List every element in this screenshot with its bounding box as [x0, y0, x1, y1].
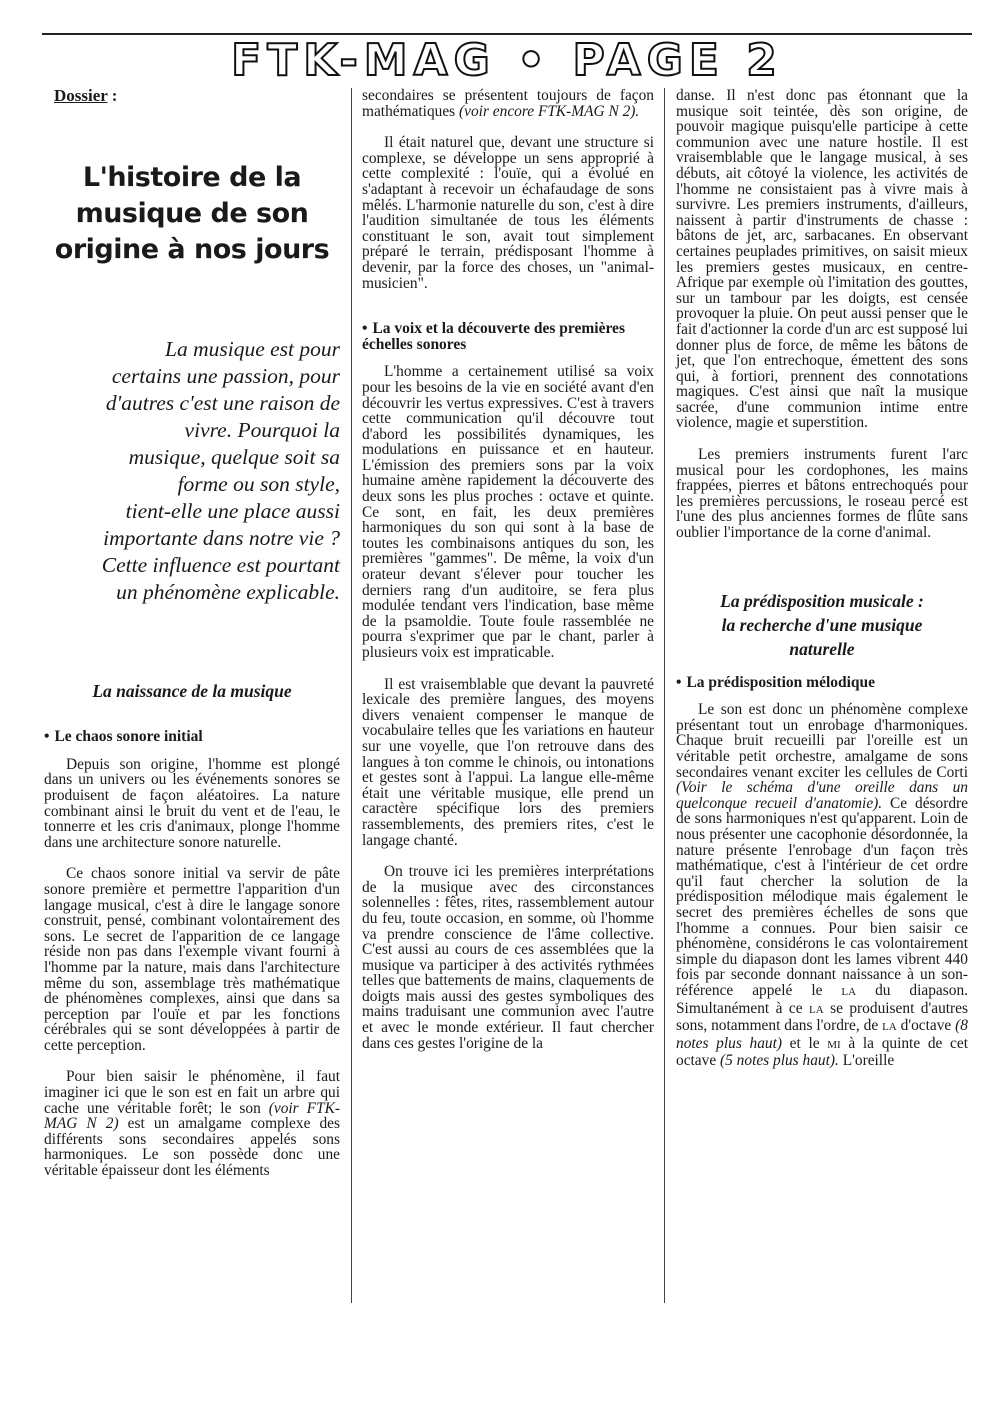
lead-line: vivre. Pourquoi la	[184, 417, 340, 442]
subheading: • La voix et la découverte des premières échelles sonores	[362, 320, 625, 353]
title-line: musique de son	[75, 197, 309, 229]
lead-line: La musique est pour	[165, 336, 340, 361]
lead-line: d'autres c'est une raison de	[105, 390, 340, 415]
paragraph: Ce chaos sonore initial va servir de pâte sonore première et permettre l'apparition d'un langage musical, c'est à dire le langage sonore construit, pensé, combinant volontairement des sons. Le secret de l'apparition de ce langage réside non pas dans l'exemple vivant fourni à l'homme par la nature, mais dans l'architecture même du son, assemblage très mathématique de phénomènes complexes, ainsi que dans sa perception par l'ouïe et par les fonctions cérébrales qui se sont développées à partir de cette perception.	[44, 865, 340, 1054]
paragraph: Le son est donc un phénomène complexe présentant tout un enrobage d'harmoniques. Chaque bruit recueilli par l'oreille est un véritable petit orchestre, amalgame de sons secondaires venant exciter les cellules de Corti (Voir le schéma d'une oreille dans un quelconque recueil d'anatomie). Ce désordre de sons harmoniques n'est qu'apparent. Loin de nous présenter une cacophonie désordonnée, la nature présente l'enrobage d'un façon très mathématique, c'est à l'intérieur de cet ordre qu'il faut chercher la solution de la prédisposition mélodique mais également le secret des premières échelles de sons que l'homme a connues. Pour bien saisir ce phénomène, considérons le cas volontairement simple du diapason dont les lames vibrent 440 fois par seconde donnant naissance à un son-référence appelé le LA du diapason. Simultanément à ce LA se produisent d'autres sons, notamment dans l'ordre, de LA d'octave (8 notes plus haut) et le MI à la quinte de cet octave (5 notes plus haut). L'oreille	[676, 701, 968, 1070]
subheading: • Le chaos sonore initial	[44, 728, 203, 746]
dossier-label: Dossier	[54, 86, 108, 105]
dossier-colon: :	[107, 86, 118, 105]
section-heading: La naissance de la musique	[92, 680, 292, 701]
column-3	[676, 88, 968, 1069]
masthead	[42, 36, 972, 86]
paragraph: Pour bien saisir le phénomène, il faut imaginer ici que le son est en fait un arbre qui cache une véritable forêt; le son (voir FTK-MAG N 2) est un amalgame complexe des différents sons secondaires appelés sons harmoniques. Le son possède donc une véritable épaisseur dont les éléments	[44, 1068, 341, 1180]
paragraph: secondaires se présentent toujours de façon mathématiques (voir encore FTK-MAG N 2).	[362, 87, 654, 120]
title-line: L'histoire de la	[82, 161, 302, 193]
dossier-heading	[44, 88, 340, 105]
paragraph: Il était naturel que, devant une structure si complexe, se développe un sens approprié à cette complexité : l'ouïe, qui a évolué en s'adaptant à recevoir un échafaudage de sons mêlés. L'harmonie naturelle du son, c'est à dire l'audition simultanée de tous les éléments constituant le son, avait tout simplement préparé le terrain, prédisposant l'homme à devenir, par la force des choses, un "animal-musicien".	[362, 134, 654, 292]
column-2	[362, 88, 654, 1051]
lead-line: forme ou son style,	[177, 471, 340, 496]
article-lead	[44, 336, 340, 606]
masthead-title: FTK-MAG • PAGE 2	[231, 35, 783, 86]
paragraph: On trouve ici les premières interprétations de la musique avec des circonstances solennelles : fêtes, rites, rassemblement autour du feu, toute occasion, en somme, où l'homme va prendre conscience de l'âme collective. C'est aussi au cours de ces assemblées que la musique va participer à des activités rythmées telles que battements de mains, claquements de doigts mais aussi des gestes symboliques des mains traduisant une communion avec l'autre et avec le monde extérieur. Il faut chercher dans ces gestes l'origine de la	[362, 863, 654, 1052]
paragraph: L'homme a certainement utilisé sa voix pour les besoins de la vie en société avant d'en découvrir les vertus expressives. C'est à travers cette communication qu'il découvre tout d'abord les possibilités dynamiques, les modulations en puissance et en hauteur. L'émission des premiers sons par la voix humaine amène rapidement la découverte des deux sons les plus proches : octave et quinte. Ce sont, en fait, les deux premières harmoniques du son qui sont à la base de toutes les combinaisons antiques du son, les premières "gammes". De même, la voix d'un orateur devant s'élever pour toucher les derniers rang d'un auditoire, se fera plus modulée tendant vers l'indication, base même de la psamoldie. Toute foule rassemblée ne pourra s'exprimer que par le chant, parler à plusieurs voix est impraticable.	[362, 363, 654, 661]
lead-line: Cette influence est pourtant	[101, 552, 340, 577]
lead-line: certains une passion, pour	[111, 363, 340, 388]
paragraph: Les premiers instruments furent l'arc musical pour les cordophones, les mains frappées, pierres et bâtons entrechoqués pour les premières percussions, le roseau percé est l'une des plus anciennes formes de flûte sans oublier l'importance de la corne d'animal.	[676, 446, 968, 542]
lead-line: un phénomène explicable.	[116, 579, 340, 604]
title-line: origine à nos jours	[54, 233, 330, 265]
lead-line: importante dans notre vie ?	[103, 525, 340, 550]
article-title	[44, 160, 340, 268]
section-heading: La prédisposition musicale : la recherche d'une musique naturelle	[720, 590, 924, 659]
lead-line: tient-elle une place aussi	[125, 498, 340, 523]
paragraph: Depuis son origine, l'homme est plongé dans un univers ou les événements sonores se produisent de façon aléatoires. La nature combinant ainsi le bruit du vent et de l'eau, le tonnerre et les cris d'animaux, plonge l'homme dans une architecture sonore naturelle.	[44, 755, 340, 851]
lead-line: musique, quelque soit sa	[128, 444, 340, 469]
column-1	[44, 88, 340, 1179]
column-divider	[351, 88, 352, 1303]
paragraph: danse. Il n'est donc pas étonnant que la musique soit teintée, dès son origine, de pouvoir magique puisqu'elle participe à cette communion avec une nature hostile. Il est vraisemblable que le langage musical, à ses débuts, ait côtoyé la violence, les activités de l'homme ne consistaient pas à vivre mais à survivre. Les premiers instruments, d'ailleurs, naissent à partir d'instruments de chasse : bâtons de jet, arc, sarbacanes. En observant certaines peuplades primitives, on saisit mieux les premiers gestes musicaux, en centre-Afrique par exemple où l'imitation des gouttes, sur un tambour par les doigts, est censée provoquer la pluie. On peut aussi penser que le fait d'actionner la corde d'un arc est supposé lui donner plus de force, de même les bâtons de jet, que l'on entrechoque, émettent des sons qui, à fortiori, prennent des connotations magiques. C'est ainsi que naît la musique sacrée, d'une communion intime entre violence, magie et superstition.	[676, 87, 968, 432]
subheading: • La prédisposition mélodique	[676, 673, 876, 691]
paragraph: Il est vraisemblable que devant la pauvreté lexicale des première langues, des moyens divers venaient compenser le manque de vocabulaire telles que les variations en hauteur sur une voyelle, que l'on retrouve dans des langues à ton comme le chinois, ou intonations et gestes sont à l'appui. La langue elle-même était une véritable musique, elle prend un caractère spécifique lors des premiers rassemblements, des premiers rites, c'est le langage chanté.	[362, 675, 654, 849]
column-divider	[664, 88, 665, 1303]
